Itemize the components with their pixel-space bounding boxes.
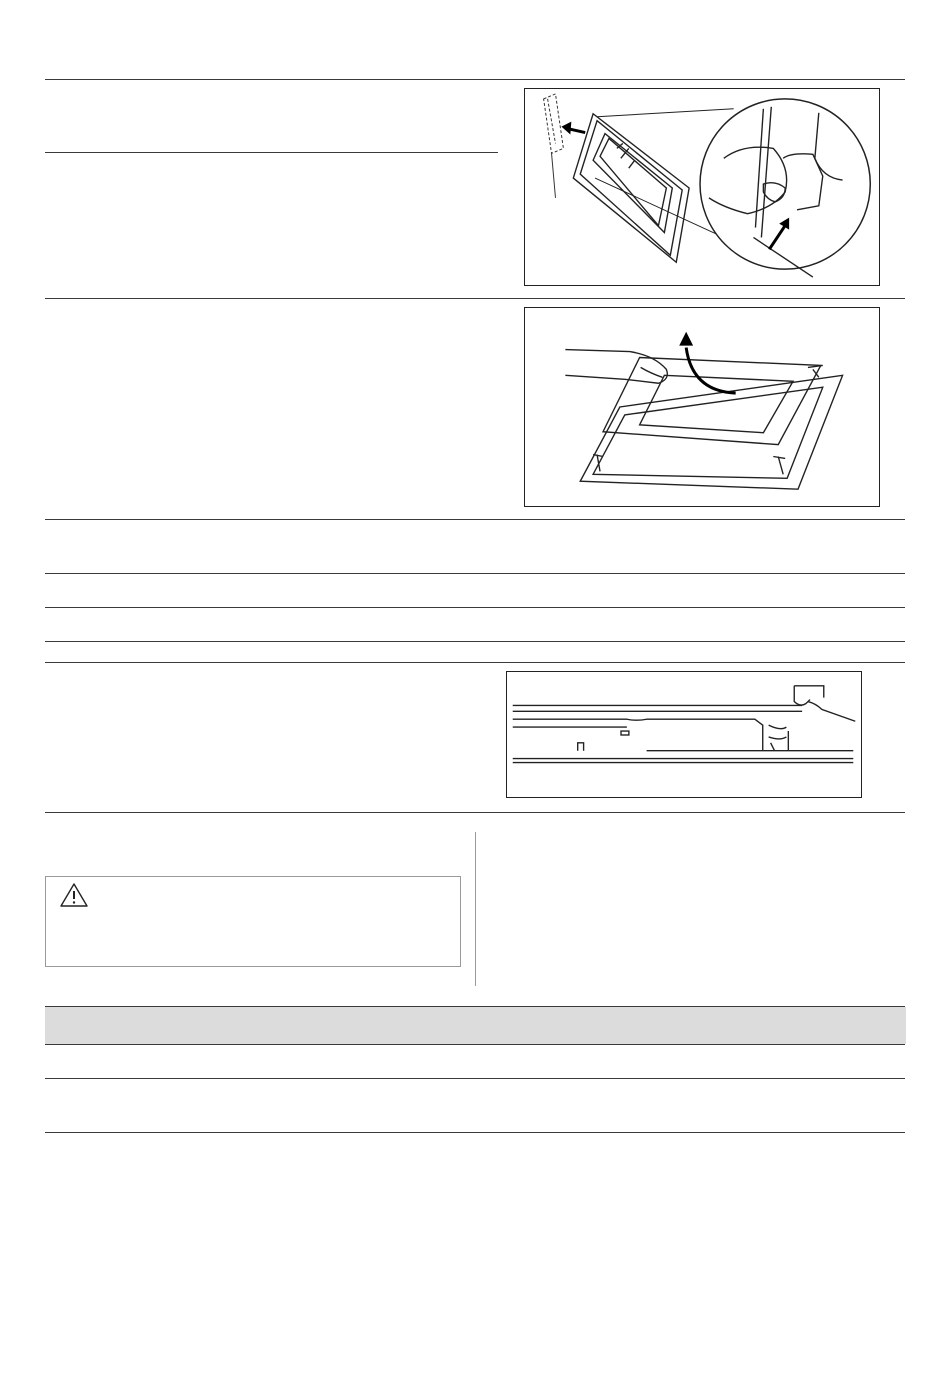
table-header-rule bbox=[45, 1044, 905, 1045]
section-rule-5 bbox=[45, 607, 905, 608]
section-rule-2 bbox=[45, 298, 905, 299]
section-rule-top bbox=[45, 79, 905, 80]
section-rule-6 bbox=[45, 641, 905, 642]
door-panel-removal-figure bbox=[524, 88, 880, 286]
table-row-rule-2 bbox=[45, 1132, 905, 1133]
section-rule-sub bbox=[45, 152, 498, 153]
door-panel-lift-illustration bbox=[525, 89, 879, 285]
section-rule-3 bbox=[45, 519, 905, 520]
section-rule-4 bbox=[45, 573, 905, 574]
table-header-row bbox=[45, 1007, 906, 1044]
glass-panel-lift-figure bbox=[524, 307, 880, 507]
table-row-rule-1 bbox=[45, 1078, 905, 1079]
door-seal-cross-section-figure bbox=[506, 671, 862, 798]
section-rule-8 bbox=[45, 812, 905, 813]
glass-panel-lift-illustration bbox=[525, 308, 879, 506]
warning-triangle-icon bbox=[59, 882, 89, 908]
section-rule-7 bbox=[45, 662, 905, 663]
warning-box bbox=[45, 876, 461, 967]
column-divider bbox=[475, 832, 476, 986]
door-seal-cross-section-illustration bbox=[507, 672, 861, 797]
